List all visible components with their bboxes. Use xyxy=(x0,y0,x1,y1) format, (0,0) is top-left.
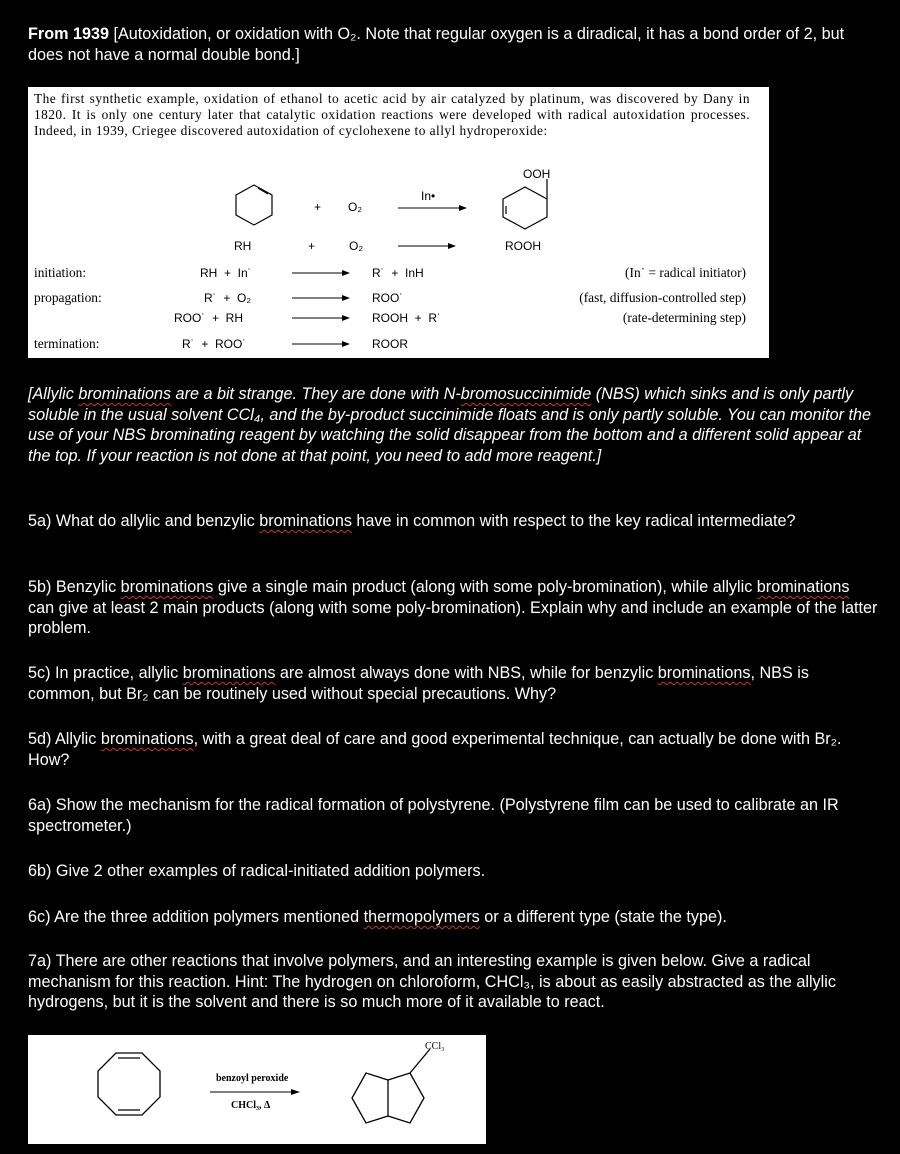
summary-product: ROOH xyxy=(505,239,541,253)
hydroperoxide-structure xyxy=(503,179,547,229)
q-text: 5a) What do allylic and benzylic xyxy=(28,512,260,530)
step-arrow xyxy=(292,341,350,347)
scheme-plus: + xyxy=(314,200,322,214)
q-text: 5d) Allylic xyxy=(28,730,101,748)
step-products: ROOR xyxy=(372,337,408,351)
summary-rh: RH xyxy=(234,239,252,253)
intro-paragraph xyxy=(28,24,878,65)
scheme-product-group: OOH xyxy=(523,167,551,181)
step-label: termination: xyxy=(34,336,100,351)
q-text: or a different type (state the type). xyxy=(479,908,727,926)
note-word: brominations xyxy=(78,385,172,403)
q-text: , with a great deal of care and good experimental technique, can actually be done with Br₂. How? xyxy=(28,730,842,769)
allylic-note xyxy=(28,384,878,466)
note-text: [Allylic xyxy=(28,385,79,403)
step-reactants: RH + In˙ xyxy=(200,266,252,280)
q-text: have in common with respect to the key radical intermediate? xyxy=(351,512,796,530)
question-5a xyxy=(28,511,878,532)
question-6b: 6b) Give 2 other examples of radical-initiated addition polymers. xyxy=(28,862,486,880)
question-6a: 6a) Show the mechanism for the radical formation of polystyrene. (Polystyrene film can be used to calibrate an IR spectrometer.) xyxy=(28,796,839,835)
summary-arrow xyxy=(398,243,456,249)
step-note: (In˙ = radical initiator) xyxy=(625,265,746,280)
cyclooctadiene-structure xyxy=(98,1053,160,1115)
bicyclooctane-structure xyxy=(352,1049,430,1123)
cyclooctadiene-figure xyxy=(28,1035,486,1144)
q-word: brominations xyxy=(120,578,214,596)
question-5d xyxy=(28,729,878,770)
autoxidation-figure xyxy=(28,87,769,358)
step-products: ROOH + R˙ xyxy=(372,311,442,325)
step-label: propagation: xyxy=(34,290,102,305)
step-reactants: R˙ + ROO˙ xyxy=(182,337,247,351)
q-word: brominations xyxy=(182,664,276,682)
step-reactants: R˙ + O₂ xyxy=(204,291,251,305)
conditions-label: CHCl₃, Δ xyxy=(231,1100,271,1111)
q-text: 5b) Benzylic xyxy=(28,578,121,596)
cyclohexene-structure xyxy=(236,185,272,225)
step-note: (rate-determining step) xyxy=(622,310,746,325)
reagent-label: benzoyl peroxide xyxy=(216,1073,289,1084)
scheme-initiator: In• xyxy=(421,189,436,203)
reaction-arrow xyxy=(210,1089,300,1095)
scheme-o2: O₂ xyxy=(348,200,362,214)
q-word: brominations xyxy=(756,578,850,596)
step-products: R˙ + InH xyxy=(372,266,424,280)
q-word: brominations xyxy=(657,664,751,682)
q-text: can give at least 2 main products (along with some poly-bromination). Explain why and include an example of the latter problem. xyxy=(28,598,878,637)
step-label: initiation: xyxy=(34,265,87,280)
substituent-label: CCl₃ xyxy=(425,1041,445,1052)
step-arrow xyxy=(292,270,350,276)
q-word: brominations xyxy=(100,730,194,748)
step-arrow xyxy=(292,315,350,321)
question-6c xyxy=(28,907,878,928)
q-text: , NBS is common, but Br₂ can be routinely used without special precautions. Why? xyxy=(28,664,809,703)
q-text: 6c) Are the three addition polymers mentioned xyxy=(28,908,364,926)
summary-o2: O₂ xyxy=(349,239,363,253)
figure-paragraph: The first synthetic example, oxidation of ethanol to acetic acid by air catalyzed by platinum, was discovered by Dany in 1820. It is only one century later that catalytic oxidation reactions were developed with radical autoxidation processes. Indeed, in 1939, Criegee discovered autoxidation of cyclohexene to allyl hydroperoxide: xyxy=(34,91,750,138)
note-text: (NBS) which sinks and is only partly soluble in the usual solvent CCl₄, and the by-product succinimide floats and is only partly soluble. You can monitor the use of your NBS brominating reagent by watching the solid disappear from the bottom and a different solid appear at the top. If your reaction is not done at that point, you need to add more reagent.] xyxy=(28,385,872,465)
scheme-arrow xyxy=(398,205,467,211)
intro-text: [Autoxidation, or oxidation with O₂. Note that regular oxygen is a diradical, it has a bond order of 2, but does not have a normal double bond.] xyxy=(28,25,845,64)
note-text: are a bit strange. They are done with N- xyxy=(171,385,461,403)
note-word: bromosuccinimide xyxy=(460,385,592,403)
step-arrow xyxy=(292,295,350,301)
step-note: (fast, diffusion-controlled step) xyxy=(579,290,746,305)
step-reactants: ROO˙ + RH xyxy=(174,311,244,325)
step-products: ROO˙ xyxy=(372,291,404,305)
q-text: give a single main product (along with some poly-bromination), while allylic xyxy=(213,578,757,596)
q-word: thermopolymers xyxy=(363,908,480,926)
summary-plus: + xyxy=(308,239,316,253)
reaction-scheme xyxy=(28,87,769,358)
q-word: brominations xyxy=(259,512,352,530)
intro-lead: From 1939 xyxy=(28,25,109,43)
question-5b xyxy=(28,577,878,639)
q-text: are almost always done with NBS, while for benzylic xyxy=(275,664,658,682)
q-text: 5c) In practice, allylic xyxy=(28,664,183,682)
cyclization-scheme xyxy=(28,1035,486,1144)
question-7a: 7a) There are other reactions that involve polymers, and an interesting example is given below. Give a radical mechanism for this reaction. Hint: The hydrogen on chloroform, CHCl₃, is about as easily abstracted as the allylic hydrogens, but it is the solvent and there is so much more of it available to react. xyxy=(28,952,836,1011)
question-5c xyxy=(28,663,878,704)
